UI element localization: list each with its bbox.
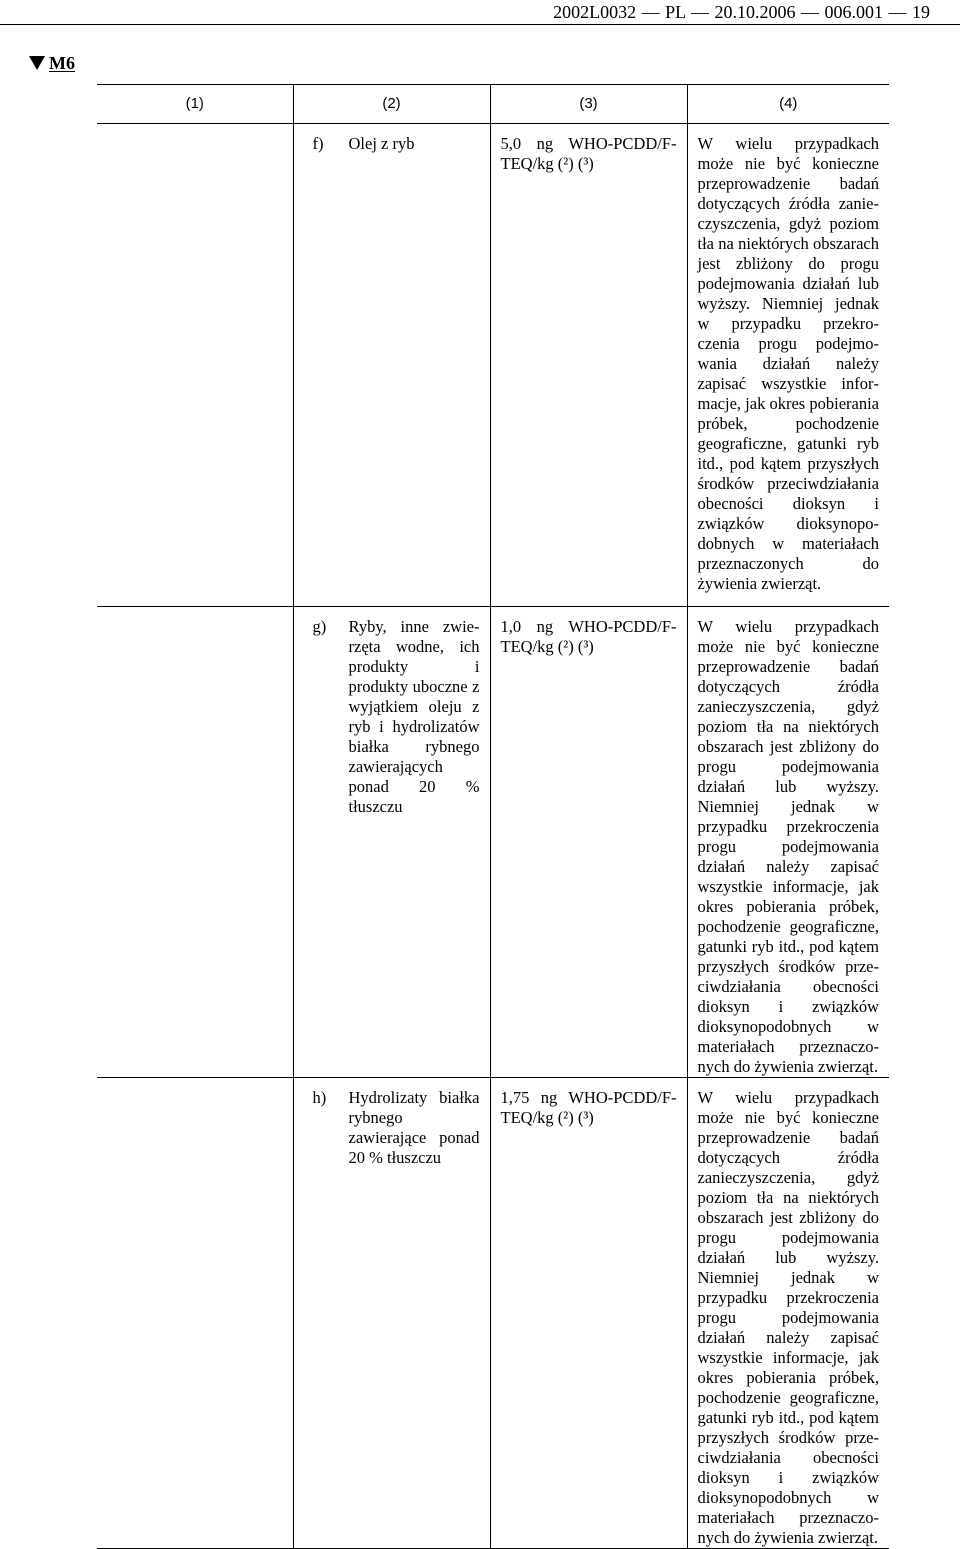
item-name: Olej z ryb	[348, 134, 415, 153]
column-header: (1)	[97, 85, 293, 124]
table-row	[97, 607, 889, 1078]
item-name: Hydrolizaty białka rybnego zawierające ponad 20 % tłuszczu	[348, 1088, 480, 1167]
table-cell-empty	[97, 124, 293, 607]
product-cell	[293, 607, 490, 1078]
table-cell-empty	[97, 1078, 293, 1549]
note-cell: W wielu przypadkach może nie być konieczne przeprowadzenie badań dotyczących źródła zanieczyszczenia, gdyż poziom tła na niektórych obszarach jest zbliżony do progu podejmowania działań lub wyższy. Niemniej jednak w przypadku przekroczenia progu podejmowania działań należy zapisać wszystkie informacje, jak okres pobierania próbek, pochodzenie geograficzne, gatunki ryb itd., pod kątem przyszłych środków przeciwdziałania obecności dioksyn i związków dioksynopodobnych w materiałach przeznaczonych do żywienia zwierząt.	[687, 1078, 889, 1549]
header-rule	[0, 24, 960, 25]
product-cell	[293, 124, 490, 607]
table-row	[97, 124, 889, 607]
product-cell	[293, 1078, 490, 1549]
column-header: (2)	[293, 85, 490, 124]
limit-cell: 1,0 ng WHO-PCDD/F-TEQ/kg (²) (³)	[490, 607, 687, 1078]
down-triangle-icon	[29, 56, 45, 70]
item-name: Ryby, inne zwierzęta wodne, ich produkty i produkty uboczne z wyjątkiem oleju z ryb i hydrolizatów białka rybnego zawierających ponad 20 % tłuszczu	[348, 617, 480, 816]
item-letter: h)	[312, 1088, 327, 1107]
note-cell: W wielu przypadkach może nie być konieczne przeprowadzenie badań dotyczących źródła zanieczyszczenia, gdyż poziom tła na niektórych obszarach jest zbliżony do progu podejmowania działań lub wyższy. Niemniej jednak w przypadku przekroczenia progu podejmowania działań należy zapisać wszystkie informacje, jak okres pobierania próbek, pochodzenie geograficzne, gatunki ryb itd., pod kątem przyszłych środków przeciwdziałania obecności dioksyn i związków dioksynopodobnych w materiałach przeznaczonych do żywienia zwierząt.	[687, 607, 889, 1078]
table-cell-empty	[97, 607, 293, 1078]
running-header: 2002L0032 — PL — 20.10.2006 — 006.001 — 19	[553, 2, 930, 22]
table-row	[97, 1078, 889, 1549]
limit-cell: 1,75 ng WHO-PCDD/F-TEQ/kg (²) (³)	[490, 1078, 687, 1549]
amendment-marker-label: M6	[49, 53, 75, 73]
limits-table	[97, 84, 889, 1549]
column-header: (4)	[687, 85, 889, 124]
note-cell: W wielu przypadkach może nie być konieczne przeprowadzenie badań dotyczących źródła zanieczyszczenia, gdyż poziom tła na niektórych obszarach jest zbliżony do progu podejmowania działań lub wyższy. Niemniej jednak w przypadku przekroczenia progu podejmowania działań należy zapisać wszystkie informacje, jak okres pobierania próbek, pochodzenie geograficzne, gatunki ryb itd., pod kątem przyszłych środków przeciwdziałania obecności dioksyn i związków dioksynopodobnych w materiałach przeznaczonych do żywienia zwierząt.	[687, 124, 889, 607]
table-header-row	[97, 85, 889, 124]
amendment-marker	[29, 52, 75, 74]
column-header: (3)	[490, 85, 687, 124]
item-letter: g)	[312, 617, 327, 636]
limit-cell: 5,0 ng WHO-PCDD/F-TEQ/kg (²) (³)	[490, 124, 687, 607]
item-letter: f)	[312, 134, 324, 153]
